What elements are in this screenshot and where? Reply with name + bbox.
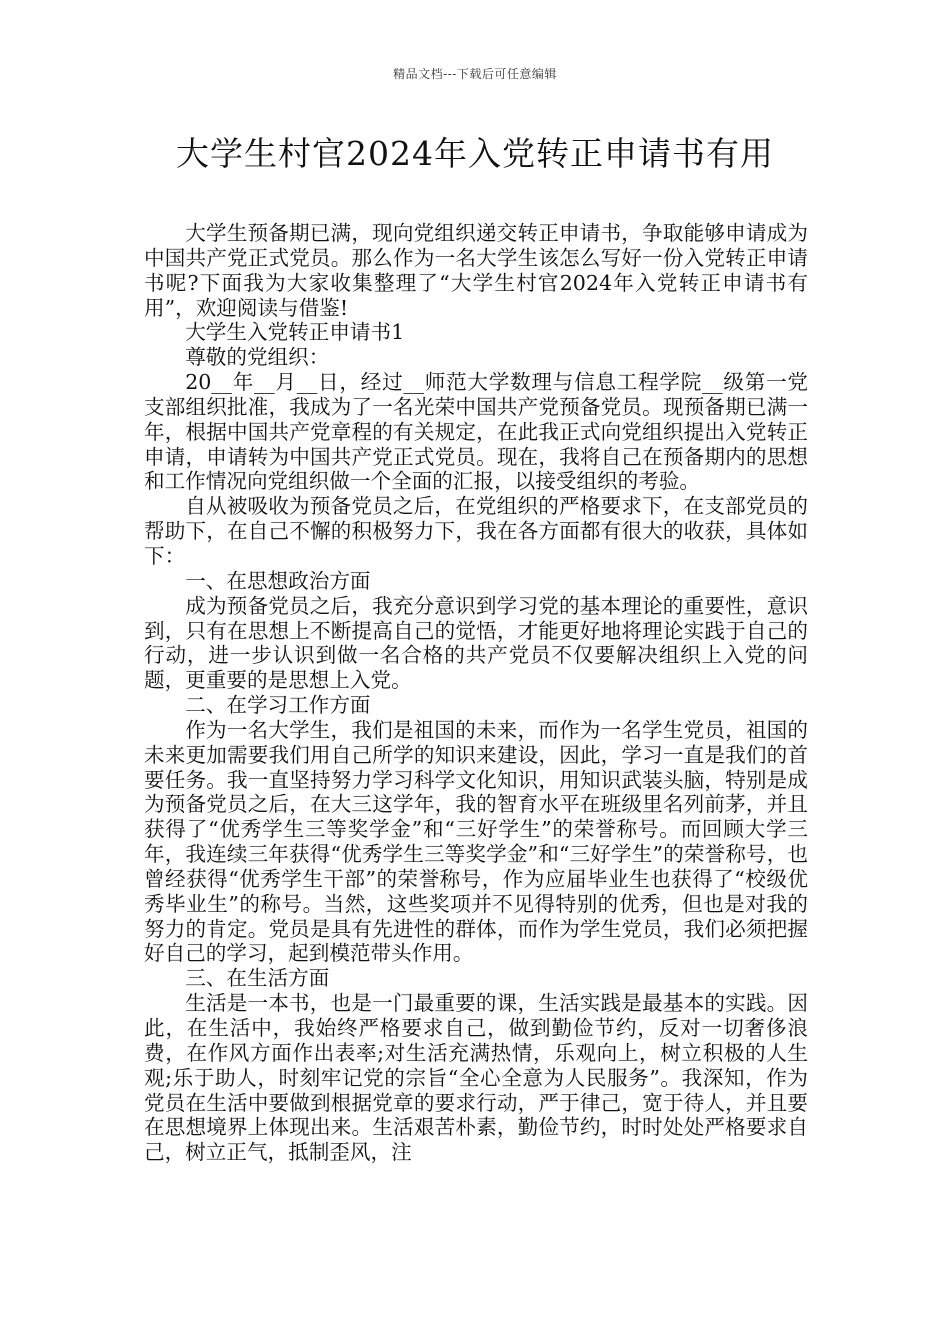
body-paragraph: 自从被吸收为预备党员之后，在党组织的严格要求下，在支部党员的帮助下，在自己不懈的积极努力下，我在各方面都有很大的收获，具体如下： <box>144 494 808 568</box>
body-paragraph: 尊敬的党组织： <box>185 345 330 370</box>
body-paragraph: 大学生预备期已满，现向党组织递交转正申请书，争取能够申请成为中国共产党正式党员。那么作为一名大学生该怎么写好一份入党转正申请书呢?下面我为大家收集整理了“大学生村官2024年入党转正申请书有用”，欢迎阅读与借鉴! <box>144 221 808 320</box>
body-paragraph: 大学生入党转正申请书1 <box>185 320 405 345</box>
body-paragraph: 作为一名大学生，我们是祖国的未来，而作为一名学生党员，祖国的未来更加需要我们用自己所学的知识来建设，因此，学习一直是我们的首要任务。我一直坚持努力学习科学文化知识，用知识武装头脑，特别是成为预备党员之后，在大三这学年，我的智育水平在班级里名列前茅，并且获得了“优秀学生三等奖学金”和“三好学生”的荣誉称号。而回顾大学三年，我连续三年获得“优秀学生三等奖学金”和“三好学生”的荣誉称号，也曾经获得“优秀学生干部”的荣誉称号，作为应届毕业生也获得了“校级优秀毕业生”的称号。当然，这些奖项并不见得特别的优秀，但也是对我的努力的肯定。党员是具有先进性的群体，而作为学生党员，我们必须把握好自己的学习，起到模范带头作用。 <box>144 717 808 966</box>
body-paragraph: 20__年__月__日，经过__师范大学数理与信息工程学院__级第一党支部组织批准，我成为了一名光荣中国共产党预备党员。现预备期已满一年，根据中国共产党章程的有关规定，在此我正式向党组织提出入党转正申请，申请转为中国共产党正式党员。现在，我将自己在预备期内的思想和工作情况向党组织做一个全面的汇报，以接受组织的考验。 <box>144 370 808 494</box>
document-body <box>144 221 808 1165</box>
section-heading: 三、在生活方面 <box>185 966 330 991</box>
section-heading: 二、在学习工作方面 <box>185 693 371 718</box>
body-paragraph: 成为预备党员之后，我充分意识到学习党的基本理论的重要性，意识到，只有在思想上不断提高自己的觉悟，才能更好地将理论实践于自己的行动，进一步认识到做一名合格的共产党员不仅要解决组织上入党的问题，更重要的是思想上入党。 <box>144 593 808 693</box>
section-heading: 一、在思想政治方面 <box>185 568 371 593</box>
body-paragraph: 生活是一本书，也是一门最重要的课，生活实践是最基本的实践。因此，在生活中，我始终严格要求自己，做到勤俭节约，反对一切奢侈浪费，在作风方面作出表率;对生活充满热情，乐观向上，树立积极的人生观;乐于助人，时刻牢记党的宗旨“全心全意为人民服务”。我深知，作为党员在生活中要做到根据党章的要求行动，严于律己，宽于待人，并且要在思想境界上体现出来。生活艰苦朴素，勤俭节约，时时处处严格要求自己，树立正气，抵制歪风，注 <box>144 991 808 1165</box>
header-note: 精品文档---下载后可任意编辑 <box>393 67 557 81</box>
document-title: 大学生村官2024年入党转正申请书有用 <box>176 134 774 173</box>
